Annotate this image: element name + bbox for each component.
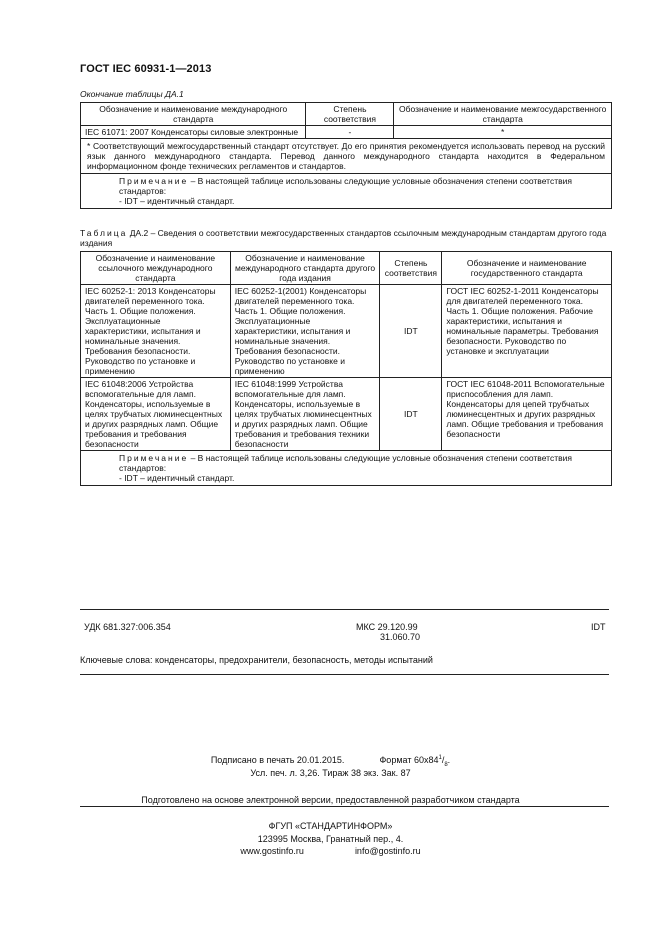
footer-divider-bottom bbox=[80, 674, 609, 675]
mks-code-line2: 31.060.70 bbox=[380, 632, 421, 642]
mks-code bbox=[356, 622, 420, 642]
publication-signed: Подписано в печать 20.01.2015. bbox=[210, 755, 345, 765]
publisher-org: ФГУП «СТАНДАРТИНФОРМ» bbox=[268, 821, 393, 831]
table2 bbox=[80, 251, 612, 486]
table1-header-row bbox=[81, 103, 612, 126]
table2-header-cell: Обозначение и наименование ссылочного международного стандарта bbox=[81, 252, 231, 285]
table1-cell-degree: - bbox=[306, 126, 394, 139]
table2-cell-degree: IDT bbox=[380, 378, 442, 451]
publisher-website: www.gostinfo.ru bbox=[240, 846, 304, 856]
keywords: Ключевые слова: конденсаторы, предохранители, безопасность, методы испытаний bbox=[80, 655, 433, 665]
table2-note bbox=[81, 451, 612, 486]
table2-caption bbox=[80, 228, 612, 248]
footer-divider-top bbox=[80, 609, 609, 610]
prepared-underline bbox=[80, 806, 609, 807]
table2-caption-text: ДА.2 – Сведения о соответствии межгосударственных стандартов ссылочным международным стандартам другого года издания bbox=[80, 228, 607, 248]
table2-cell-other: IEC 60252-1(2001) Конденсаторы двигателей переменного тока. Часть 1. Общие положения. Эксплуатационные характеристики, испытания и номинальные значения. Требования безопасности. Руководство по установке и применению bbox=[230, 285, 380, 378]
table1-footnote-row bbox=[81, 139, 612, 174]
table2-row bbox=[81, 378, 612, 451]
table2-note-item: - IDT – идентичный стандарт. bbox=[119, 473, 235, 483]
table1-header-cell: Степень соответствия bbox=[306, 103, 394, 126]
table1-note-label: Примечание bbox=[119, 176, 189, 186]
table1-note-item: - IDT – идентичный стандарт. bbox=[119, 196, 235, 206]
mks-code-line1: МКС 29.120.99 bbox=[356, 622, 418, 632]
table2-header-row bbox=[81, 252, 612, 285]
table2-caption-label: Таблица bbox=[80, 228, 128, 238]
publication-sheets: Усл. печ. л. 3,26. Тираж 38 экз. Зак. 87 bbox=[250, 768, 411, 778]
table2-cell-degree: IDT bbox=[380, 285, 442, 378]
table2-cell-ref: IEC 61048:2006 Устройства вспомогательные для ламп. Конденсаторы, используемые в целях трубчатых люминесцентных и других разрядных ламп. Общие требования и требования безопасности bbox=[81, 378, 231, 451]
table2-cell-ref: IEC 60252-1: 2013 Конденсаторы двигателей переменного тока. Часть 1. Общие положения. Эксплуатационные характеристики, испытания и номинальные значения. Требования безопасности. Руководство по установке и применению bbox=[81, 285, 231, 378]
publisher-address: 123995 Москва, Гранатный пер., 4. bbox=[257, 834, 404, 844]
table1-cell-intl: IEC 61071: 2007 Конденсаторы силовые электронные bbox=[81, 126, 306, 139]
table2-note-label: Примечание bbox=[119, 453, 189, 463]
publication-format: Формат $60x84^1/_8$. bbox=[379, 755, 451, 768]
table2-cell-state: ГОСТ IEC 61048-2011 Вспомогательные приспособления для ламп. Конденсаторы для цепей трубчатых люминесцентных и других разрядных ламп. Общие требования и требования безопасности bbox=[442, 378, 612, 451]
table1-row bbox=[81, 126, 612, 139]
table2-note-text: – В настоящей таблице использованы следующие условные обозначения степени соответствия стандартов: bbox=[119, 453, 572, 473]
publisher-email: info@gostinfo.ru bbox=[354, 846, 421, 856]
publication-prepared: Подготовлено на основе электронной версии, предоставленной разработчиком стандарта bbox=[141, 795, 520, 805]
table1-cell-interstate: * bbox=[394, 126, 612, 139]
table2-header-cell: Степень соответствия bbox=[380, 252, 442, 285]
document-header: ГОСТ IEC 60931-1—2013 bbox=[80, 63, 212, 75]
table1-note-row bbox=[81, 174, 612, 209]
publication-signed-line bbox=[0, 755, 661, 768]
table1-header-cell: Обозначение и наименование межгосударственного стандарта bbox=[394, 103, 612, 126]
table1-note bbox=[81, 174, 612, 209]
table2-header-cell: Обозначение и наименование международного стандарта другого года издания bbox=[230, 252, 380, 285]
table1-footnote: * Соответствующий межгосударственный стандарт отсутствует. До его принятия рекомендуется использовать перевод на русский язык данного международного стандарта. Перевод данного международного стандарта находится в Федеральном информационном фонде технических регламентов и стандартов. bbox=[81, 139, 612, 174]
table1-caption: Окончание таблицы ДА.1 bbox=[80, 89, 184, 99]
table1-header-cell: Обозначение и наименование международного стандарта bbox=[81, 103, 306, 126]
table2-cell-state: ГОСТ IEC 60252-1-2011 Конденсаторы для двигателей переменного тока. Часть 1. Общие положения. Рабочие характеристики, испытания и номинальные параметры. Требования безопасности. Руководство по установке и эксплуатации bbox=[442, 285, 612, 378]
table2-row bbox=[81, 285, 612, 378]
table2-header-cell: Обозначение и наименование государственного стандарта bbox=[442, 252, 612, 285]
table2-note-row bbox=[81, 451, 612, 486]
degree-code: IDT bbox=[591, 622, 606, 632]
udk-code: УДК 681.327:006.354 bbox=[84, 622, 171, 632]
table1 bbox=[80, 102, 612, 209]
table2-cell-other: IEC 61048:1999 Устройства вспомогательные для ламп. Конденсаторы, используемые в целях трубчатых люминесцентных и других разрядных ламп. Общие требования и требования техники безопасности bbox=[230, 378, 380, 451]
table1-note-text: – В настоящей таблице использованы следующие условные обозначения степени соответствия стандартов: bbox=[119, 176, 572, 196]
publisher-contacts bbox=[0, 846, 661, 856]
